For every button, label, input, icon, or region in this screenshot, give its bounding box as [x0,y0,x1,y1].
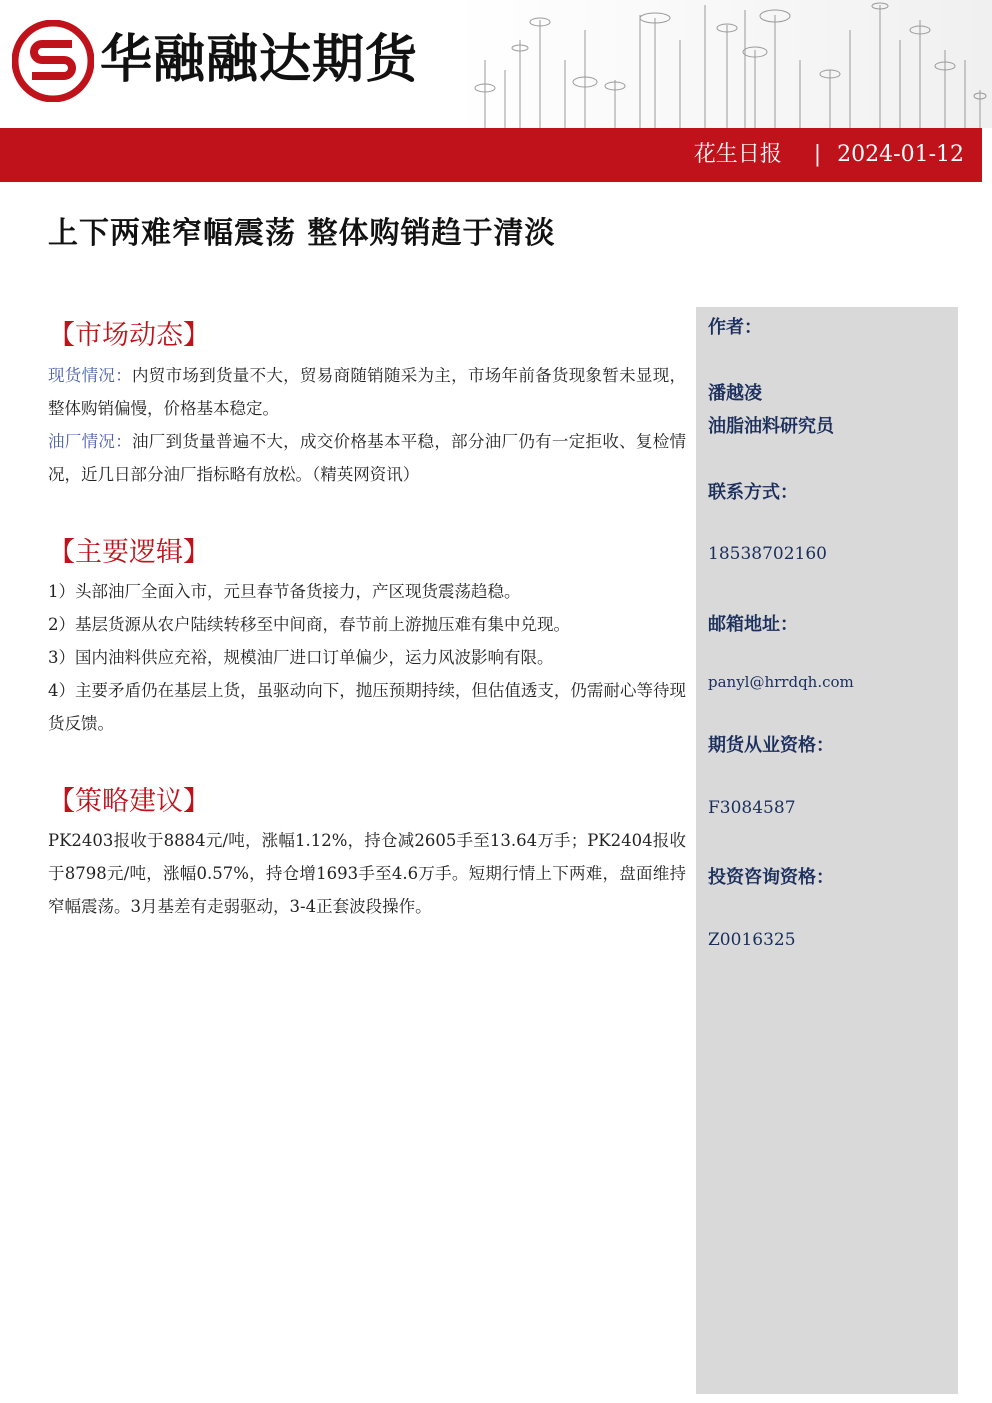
spot-paragraph [48,359,686,425]
mill-text: 油厂到货量普遍不大，成交价格基本平稳，部分油厂仍有一定拒收、复检情况，近几日部分油厂指标略有放松。（精英网资讯） [48,432,687,484]
author-name: 潘越凌 [708,383,762,404]
mill-label: 油厂情况： [48,432,132,451]
futures-qual-label: 期货从业资格： [708,735,834,756]
phone-number: 18538702160 [708,544,827,564]
logic-item: 1）头部油厂全面入市，元旦春节备货接力，产区现货震荡趋稳。 [48,582,521,601]
section-heading-strategy: 【策略建议】 [48,786,210,817]
page-title: 上下两难窄幅震荡 整体购销趋于清淡 [48,216,556,251]
spot-text: 内贸市场到货量不大，贸易商随销随采为主，市场年前备货现象暂未显现，整体购销偏慢，价格基本稳定。 [48,366,687,418]
futures-qual-number: F3084587 [708,798,796,818]
section-heading-market: 【市场动态】 [48,320,210,351]
contact-label: 联系方式： [708,482,798,503]
logic-item: 3）国内油料供应充裕，规模油厂进口订单偏少，运力风波影响有限。 [48,648,554,667]
logic-item: 4）主要矛盾仍在基层上货，虽驱动向下，抛压预期持续，但估值透支，仍需耐心等待现货反馈。 [48,681,686,733]
header [0,0,992,130]
mill-paragraph [48,425,686,491]
spot-label: 现货情况： [48,366,132,385]
invest-qual-number: Z0016325 [708,930,796,950]
logic-item: 2）基层货源从农户陆续转移至中间商，春节前上游抛压难有集中兑现。 [48,615,570,634]
strategy-text: PK2403报收于8884元/吨，涨幅1.12%，持仓减2605手至13.64万手；PK2404报收于8798元/吨，涨幅0.57%，持仓增1693手至4.6万手。短期行情上下两难，盘面维持窄幅震荡。3月基差有走弱驱动，3-4正套波段操作。 [48,831,686,916]
report-banner [0,128,982,182]
report-type: 花生日报 [693,142,782,167]
company-name: 华融融达期货 [100,30,419,90]
section-heading-logic: 【主要逻辑】 [48,537,210,568]
header-decoration [455,0,992,128]
author-sidebar [696,307,958,1394]
banner-separator: | [813,142,822,167]
author-label: 作者： [708,317,762,338]
invest-qual-label: 投资咨询资格： [708,867,834,888]
email-address: panyl@hrrdqh.com [708,673,854,691]
report-date: 2024-01-12 [837,142,964,167]
author-title: 油脂油料研究员 [708,416,834,437]
email-label: 邮箱地址： [708,614,798,635]
company-logo-icon [12,20,94,102]
